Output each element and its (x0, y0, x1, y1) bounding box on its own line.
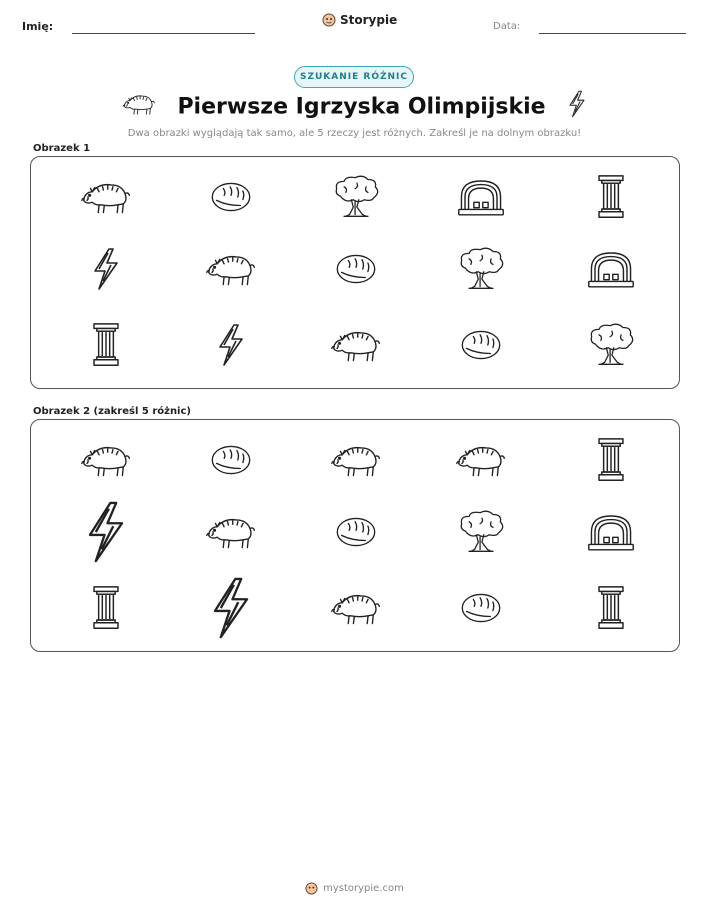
lightning-icon (209, 576, 253, 640)
boar-icon (330, 589, 382, 627)
lightning-icon (216, 323, 246, 367)
boar-icon (330, 441, 382, 479)
column-icon (597, 585, 625, 631)
grid-cell[interactable] (191, 309, 271, 381)
name-label: Imię: (22, 20, 54, 33)
grid-cell[interactable] (441, 161, 521, 233)
footer-url: mystorypie.com (323, 883, 404, 894)
bread-icon (209, 443, 253, 477)
grid-cell[interactable] (441, 233, 521, 305)
storypie-logo-icon (322, 13, 336, 27)
tree-icon (586, 322, 636, 368)
instructions: Dwa obrazki wyglądają tak samo, ale 5 rzeczy jest różnych. Zakreśl je na dolnym obrazku! (127, 128, 582, 139)
grid-cell[interactable] (191, 161, 271, 233)
column-icon (597, 174, 625, 220)
grid-cell[interactable] (441, 424, 521, 496)
boar-icon (205, 250, 257, 288)
tree-icon (331, 174, 381, 220)
grid-cell[interactable] (571, 233, 651, 305)
arch-icon (587, 512, 635, 552)
boar-icon (205, 513, 257, 551)
grid-cell[interactable] (571, 572, 651, 644)
grid-cell[interactable] (316, 309, 396, 381)
lightning-icon (91, 247, 121, 291)
grid-cell[interactable] (66, 572, 146, 644)
picture2-panel (30, 419, 680, 652)
brand-name: Storypie (340, 13, 398, 27)
grid-cell[interactable] (66, 496, 146, 568)
arch-icon (587, 249, 635, 289)
storypie-logo-icon (305, 882, 318, 895)
picture1-label: Obrazek 1 (33, 143, 91, 154)
grid-cell[interactable] (191, 496, 271, 568)
boar-icon (455, 441, 507, 479)
grid-cell[interactable] (191, 572, 271, 644)
brand-logo (322, 13, 397, 27)
grid-cell[interactable] (571, 496, 651, 568)
grid-cell[interactable] (191, 233, 271, 305)
column-icon (92, 585, 120, 631)
grid-cell[interactable] (316, 572, 396, 644)
grid-cell[interactable] (66, 233, 146, 305)
lightning-icon (567, 90, 587, 124)
boar-icon (122, 91, 156, 123)
bread-icon (459, 591, 503, 625)
boar-icon (80, 178, 132, 216)
grid-cell[interactable] (316, 233, 396, 305)
activity-badge: SZUKANIE RÓŻNIC (294, 66, 414, 88)
grid-cell[interactable] (191, 424, 271, 496)
page-title (0, 90, 709, 124)
column-icon (597, 437, 625, 483)
bread-icon (334, 515, 378, 549)
grid-cell[interactable] (66, 161, 146, 233)
arch-icon (457, 177, 505, 217)
bread-icon (334, 252, 378, 286)
grid-cell[interactable] (441, 309, 521, 381)
title-text: Pierwsze Igrzyska Olimpijskie (177, 94, 546, 120)
date-line[interactable] (539, 33, 686, 34)
boar-icon (80, 441, 132, 479)
grid-cell[interactable] (66, 424, 146, 496)
grid-cell[interactable] (571, 161, 651, 233)
grid-cell[interactable] (441, 496, 521, 568)
lightning-icon (84, 500, 128, 564)
picture1-panel (30, 156, 680, 389)
grid-cell[interactable] (571, 309, 651, 381)
column-icon (92, 322, 120, 368)
tree-icon (456, 246, 506, 292)
bread-icon (459, 328, 503, 362)
picture2-label: Obrazek 2 (zakreśl 5 różnic) (33, 406, 191, 417)
grid-cell[interactable] (316, 496, 396, 568)
tree-icon (456, 509, 506, 555)
footer (0, 882, 709, 895)
grid-cell[interactable] (316, 161, 396, 233)
boar-icon (330, 326, 382, 364)
grid-cell[interactable] (66, 309, 146, 381)
grid-cell[interactable] (316, 424, 396, 496)
date-label: Data: (493, 21, 521, 32)
bread-icon (209, 180, 253, 214)
name-line[interactable] (72, 33, 255, 34)
grid-cell[interactable] (441, 572, 521, 644)
grid-cell[interactable] (571, 424, 651, 496)
